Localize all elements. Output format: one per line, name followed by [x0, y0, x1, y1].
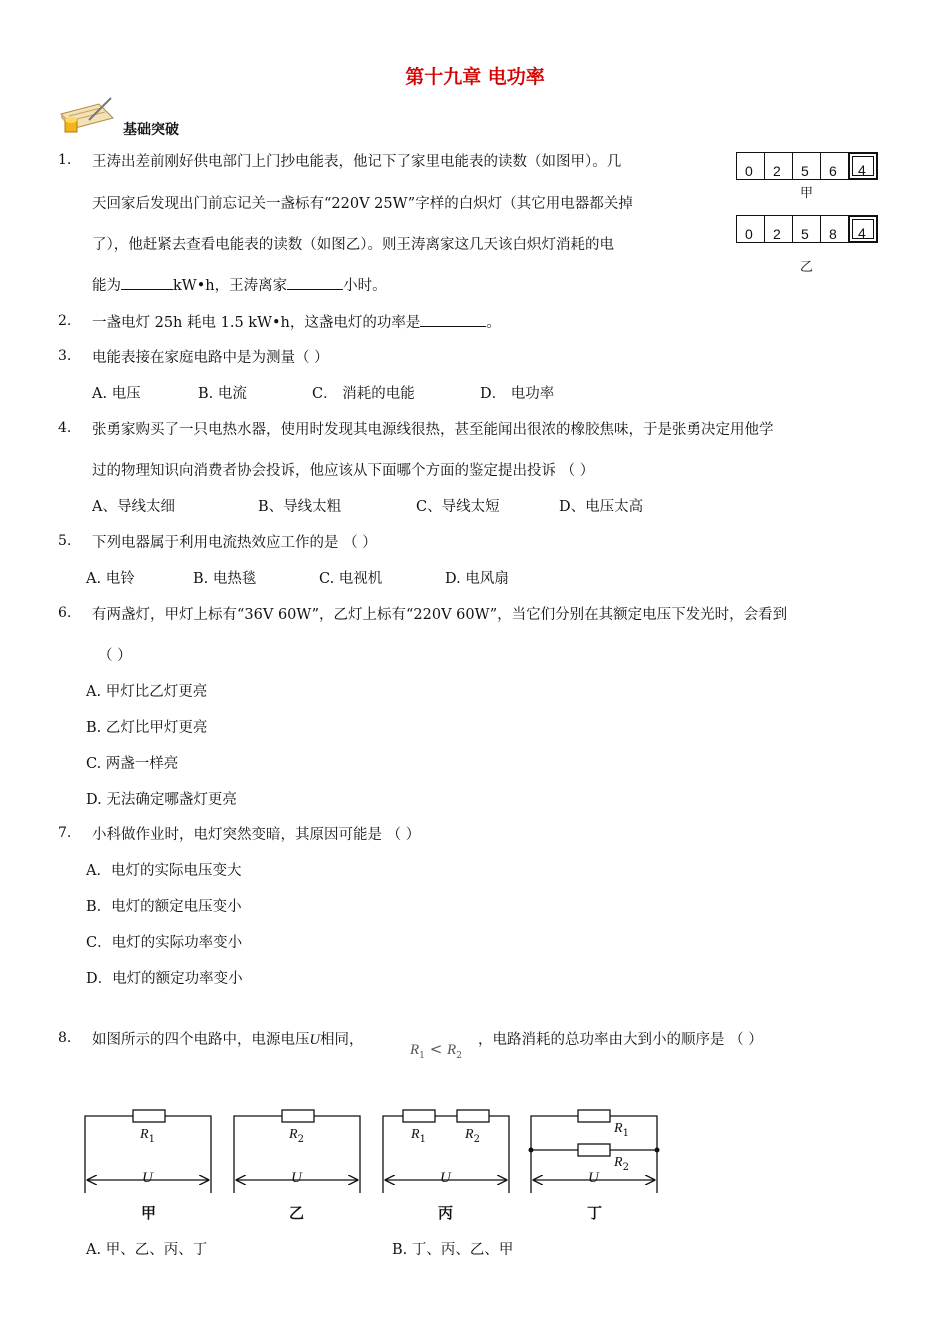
page-title: 第十九章 电功率 [405, 66, 545, 88]
question-text: 张勇家购买了一只电热水器，使用时发现其电源线很热，甚至能闻出很浓的橡胶焦味，于是张勇决定用他学 [92, 422, 774, 438]
question-text: 能为 kW•h，王涛离家 小时。 [92, 274, 387, 295]
answer-blank[interactable] [287, 275, 343, 290]
question-number: 5. [58, 533, 72, 549]
meter-jia [737, 152, 878, 180]
question-text: 天回家后发现出门前忘记关一盏标有“220V 25W”字样的白炽灯（其它用电器都关掉 [92, 196, 633, 212]
voltage-label: U [142, 1170, 153, 1186]
question-text: 电能表接在家庭电路中是为测量（ ） [92, 350, 329, 366]
answer-blank[interactable] [121, 275, 173, 290]
question-number: 6. [58, 605, 72, 621]
resistor-label-r1: $R_1$ [140, 1127, 155, 1145]
option[interactable]: B．电灯的额定电压变小 [86, 899, 242, 915]
question-text: 小科做作业时，电灯突然变暗，其原因可能是 （ ） [92, 827, 421, 843]
option[interactable]: B. 乙灯比甲灯更亮 [86, 720, 208, 736]
voltage-label: U [588, 1170, 599, 1186]
option[interactable]: A、导线太细 [92, 499, 175, 515]
section-heading: 基础突破 [123, 122, 179, 138]
resistance-inequality: $R_1 < R_2$ [410, 1040, 462, 1061]
circuit-label: 丁 [587, 1204, 603, 1222]
circuit-label: 丙 [438, 1204, 454, 1222]
question-number: 1. [58, 152, 72, 168]
option[interactable]: A. 电压 [92, 386, 141, 402]
option[interactable]: D．电灯的额定功率变小 [86, 971, 243, 987]
meter-decimal-digit: 4 [848, 152, 878, 180]
question-number: 7. [58, 825, 72, 841]
question-number: 2. [58, 313, 72, 329]
resistor-label-r1: $R_1$ [411, 1127, 426, 1145]
circuit-label: 甲 [141, 1204, 157, 1222]
question-text: ，电路消耗的总功率由大到小的顺序是 （ ） [478, 1032, 763, 1048]
option[interactable]: C．电灯的实际功率变小 [86, 935, 243, 951]
option[interactable]: B. 电热毯 [193, 571, 257, 587]
question-number: 8. [58, 1030, 72, 1046]
question-number: 3. [58, 348, 72, 364]
question-text: 王涛出差前刚好供电部门上门抄电能表，他记下了家里电能表的读数（如图甲）。几 [92, 154, 622, 170]
meter-digit: 0 [736, 215, 765, 243]
option[interactable]: D. 电风扇 [445, 571, 509, 587]
option[interactable]: B. 丁、丙、乙、甲 [392, 1242, 514, 1258]
meter-caption: 甲 [800, 186, 814, 201]
meter-digit: 2 [764, 152, 793, 180]
voltage-label: U [291, 1170, 302, 1186]
meter-digit: 2 [764, 215, 793, 243]
circuit-label: 乙 [289, 1204, 305, 1222]
meter-decimal-digit: 4 [848, 215, 878, 243]
meter-yi [737, 215, 878, 243]
resistor-label-r1: $R_1$ [614, 1121, 629, 1139]
option[interactable]: B、导线太粗 [258, 499, 342, 515]
resistor-label-r2: $R_2$ [289, 1127, 304, 1145]
option[interactable]: D. 无法确定哪盏灯更亮 [86, 792, 237, 808]
question-text: 有两盏灯，甲灯上标有“36V 60W”，乙灯上标有“220V 60W”，当它们分别在其额定电压下发光时，会看到 [92, 607, 788, 623]
question-text: 如图所示的四个电路中，电源电压U相同， [92, 1032, 364, 1048]
meter-digit: 5 [792, 215, 821, 243]
voltage-label: U [440, 1170, 451, 1186]
question-text: 过的物理知识向消费者协会投诉，他应该从下面哪个方面的鉴定提出投诉 （ ） [92, 463, 595, 479]
resistor-label-r2: $R_2$ [614, 1155, 629, 1173]
question-text: 下列电器属于利用电流热效应工作的是 （ ） [92, 535, 377, 551]
option[interactable]: A. 甲灯比乙灯更亮 [86, 684, 208, 700]
question-text: 了），他赶紧去查看电能表的读数（如图乙）。则王涛离家这几天该白炽灯消耗的电 [92, 237, 614, 253]
notebook-pencil-icon [55, 96, 117, 136]
option[interactable]: C. 电视机 [319, 571, 383, 587]
option[interactable]: D． 电功率 [480, 386, 555, 402]
option[interactable]: A. 电铃 [86, 571, 135, 587]
meter-digit: 8 [820, 215, 849, 243]
question-text: 一盏电灯 25h 耗电 1.5 kW•h，这盏电灯的功率是 。 [92, 311, 501, 332]
question-text: （ ） [98, 648, 132, 664]
meter-caption: 乙 [800, 260, 814, 275]
question-number: 4. [58, 420, 72, 436]
circuit-diagrams [80, 1100, 670, 1200]
meter-digit: 6 [820, 152, 849, 180]
resistor-label-r2: $R_2$ [465, 1127, 480, 1145]
option[interactable]: D、电压太高 [559, 499, 644, 515]
option[interactable]: B. 电流 [198, 386, 247, 402]
option[interactable]: C、导线太短 [416, 499, 500, 515]
meter-digit: 0 [736, 152, 765, 180]
option[interactable]: C． 消耗的电能 [312, 386, 415, 402]
meter-digit: 5 [792, 152, 821, 180]
option[interactable]: A．电灯的实际电压变大 [86, 863, 242, 879]
option[interactable]: C. 两盏一样亮 [86, 756, 179, 772]
answer-blank[interactable] [420, 312, 486, 327]
option[interactable]: A. 甲、乙、丙、丁 [86, 1242, 208, 1258]
